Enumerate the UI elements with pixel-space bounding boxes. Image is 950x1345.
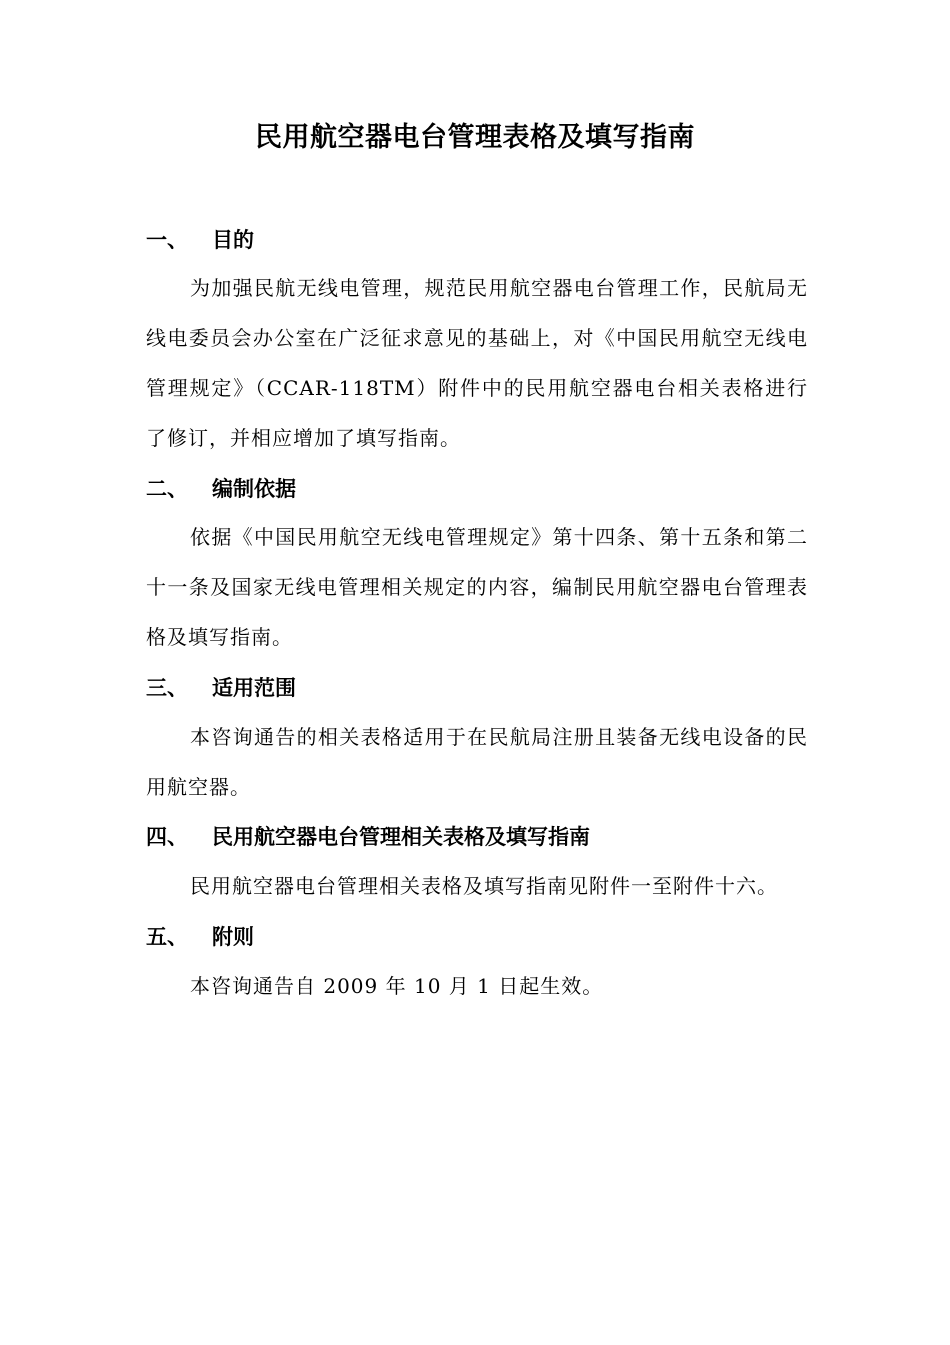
section-heading-1 — [146, 222, 254, 258]
section-heading-5 — [146, 919, 254, 955]
section-number: 三、 — [146, 676, 188, 700]
section-title: 目的 — [212, 228, 254, 252]
section-number: 五、 — [146, 925, 188, 949]
document-title: 民用航空器电台管理表格及填写指南 — [255, 122, 695, 153]
section-title: 适用范围 — [212, 676, 296, 700]
section-heading-2 — [146, 471, 296, 507]
section-title: 编制依据 — [212, 477, 296, 501]
section-body-3: 本咨询通告的相关表格适用于在民航局注册且装备无线电设备的民用航空器。 — [146, 725, 808, 799]
section-heading-4 — [146, 819, 590, 855]
section-body-1: 为加强民航无线电管理，规范民用航空器电台管理工作，民航局无线电委员会办公室在广泛征求意见的基础上，对《中国民用航空无线电管理规定》（CCAR-118TM）附件中的民用航空器电台相关表格进行了修订，并相应增加了填写指南。 — [146, 276, 808, 450]
section-number: 二、 — [146, 477, 188, 501]
section-number: 四、 — [146, 825, 188, 849]
section-body-4: 民用航空器电台管理相关表格及填写指南见附件一至附件十六。 — [190, 874, 778, 898]
section-number: 一、 — [146, 228, 188, 252]
section-body-5: 本咨询通告自 2009 年 10 月 1 日起生效。 — [190, 974, 604, 998]
section-title: 附则 — [212, 925, 254, 949]
section-body-2: 依据《中国民用航空无线电管理规定》第十四条、第十五条和第二十一条及国家无线电管理相关规定的内容，编制民用航空器电台管理表格及填写指南。 — [146, 525, 808, 649]
section-heading-3 — [146, 670, 296, 706]
section-title: 民用航空器电台管理相关表格及填写指南 — [212, 825, 590, 849]
